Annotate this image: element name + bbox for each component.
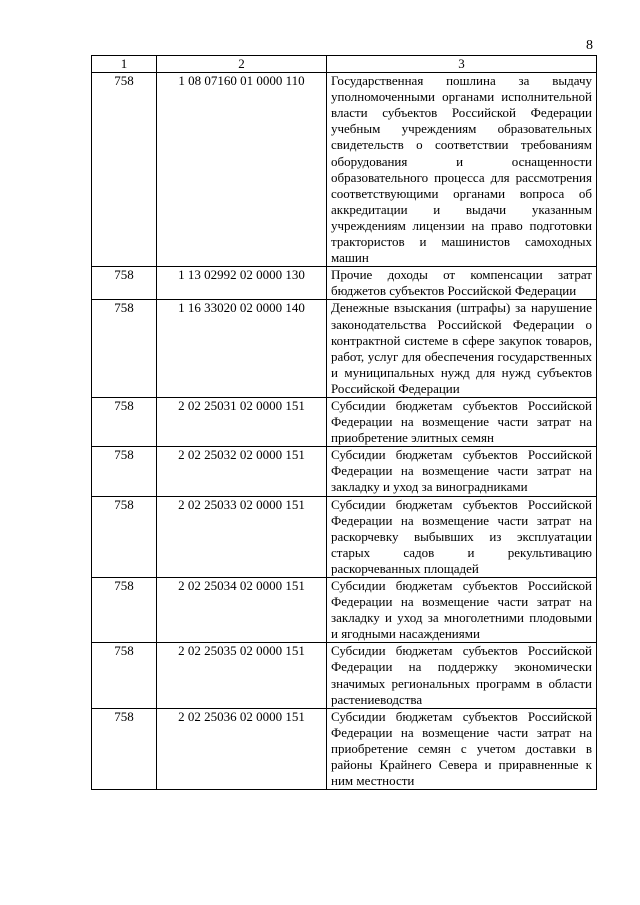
table-row: [92, 397, 597, 446]
header-col-2: 2: [157, 56, 327, 73]
table-row: [92, 267, 597, 300]
admin-code-cell: 758: [92, 300, 157, 398]
description-cell: Субсидии бюджетам субъектов Российской Федерации на возмещение части затрат на раскорчевку выбывших из эксплуатации старых садов и рекультивацию раскорчеванных площадей: [327, 496, 597, 577]
description-cell: Прочие доходы от компенсации затрат бюджетов субъектов Российской Федерации: [327, 267, 597, 300]
description-cell: Денежные взыскания (штрафы) за нарушение законодательства Российской Федерации о контрактной системе в сфере закупок товаров, работ, услуг для обеспечения государственных и муниципальных нужд для нужд субъектов Российской Федерации: [327, 300, 597, 398]
table-row: [92, 73, 597, 267]
admin-code-cell: 758: [92, 397, 157, 446]
table-row: [92, 300, 597, 398]
kbk-code-cell: 1 08 07160 01 0000 110: [157, 73, 327, 267]
description-cell: Субсидии бюджетам субъектов Российской Федерации на возмещение части затрат на приобретение элитных семян: [327, 397, 597, 446]
kbk-code-cell: 2 02 25036 02 0000 151: [157, 708, 327, 789]
table-row: [92, 578, 597, 643]
admin-code-cell: 758: [92, 708, 157, 789]
kbk-code-cell: 2 02 25032 02 0000 151: [157, 447, 327, 496]
page-number: 8: [586, 38, 593, 53]
admin-code-cell: 758: [92, 643, 157, 708]
kbk-code-cell: 2 02 25034 02 0000 151: [157, 578, 327, 643]
kbk-code-cell: 2 02 25031 02 0000 151: [157, 397, 327, 446]
table-row: [92, 643, 597, 708]
admin-code-cell: 758: [92, 578, 157, 643]
description-cell: Субсидии бюджетам субъектов Российской Федерации на возмещение части затрат на закладку и уход за многолетними плодовыми и ягодными насаждениями: [327, 578, 597, 643]
description-cell: Субсидии бюджетам субъектов Российской Федерации на возмещение части затрат на приобретение семян с учетом доставки в районы Крайнего Севера и приравненные к ним местности: [327, 708, 597, 789]
table-row: [92, 708, 597, 789]
header-col-1: 1: [92, 56, 157, 73]
table-row: [92, 447, 597, 496]
description-cell: Субсидии бюджетам субъектов Российской Федерации на возмещение части затрат на закладку и уход за виноградниками: [327, 447, 597, 496]
revenue-codes-table: [91, 55, 597, 790]
admin-code-cell: 758: [92, 267, 157, 300]
kbk-code-cell: 2 02 25035 02 0000 151: [157, 643, 327, 708]
kbk-code-cell: 2 02 25033 02 0000 151: [157, 496, 327, 577]
description-cell: Субсидии бюджетам субъектов Российской Федерации на поддержку экономически значимых региональных программ в области растениеводства: [327, 643, 597, 708]
table-row: [92, 496, 597, 577]
description-cell: Государственная пошлина за выдачу уполномоченными органами исполнительной власти субъектов Российской Федерации учебным учреждениям образовательных свидетельств о соответствии требованиям оборудования и оснащенности образовательного процесса для рассмотрения соответствующими органами вопроса об аккредитации и выдачи указанным учреждениям лицензии на право подготовки трактористов и машинистов самоходных машин: [327, 73, 597, 267]
admin-code-cell: 758: [92, 496, 157, 577]
header-col-3: 3: [327, 56, 597, 73]
table-header-row: [92, 56, 597, 73]
admin-code-cell: 758: [92, 447, 157, 496]
kbk-code-cell: 1 13 02992 02 0000 130: [157, 267, 327, 300]
kbk-code-cell: 1 16 33020 02 0000 140: [157, 300, 327, 398]
admin-code-cell: 758: [92, 73, 157, 267]
